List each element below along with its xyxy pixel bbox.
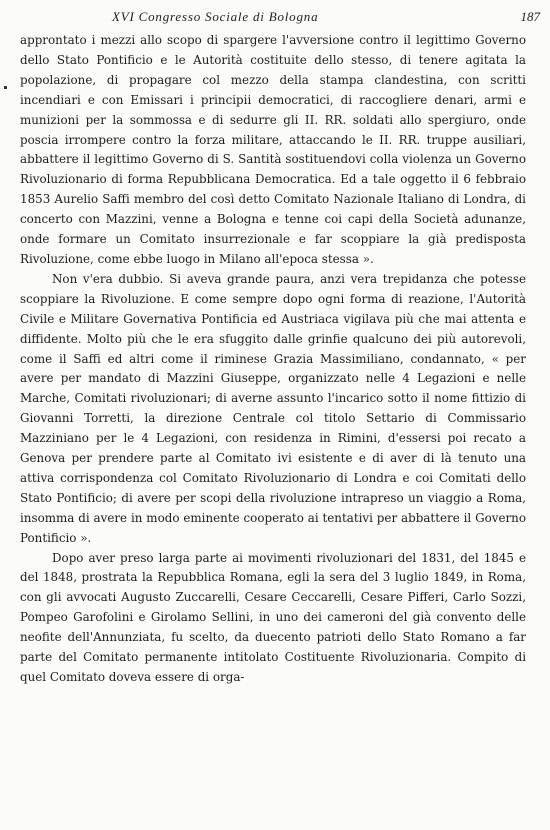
page-header (0, 6, 550, 28)
running-title: XVI Congresso Sociale di Bologna (112, 9, 319, 24)
paragraph-2: Non v'era dubbio. Si aveva grande paura, anzi vera trepidanza che potesse scoppiare la Rivoluzione. E come sempre dopo ogni forma di reazione, l'Autorità Civile e Militare Governativa Pontificia ed Austriaca vigilava più che mai attenta e diffidente. Molto più che le era sfuggito dalle grinfie qualcuno dei più autorevoli, come il Saffi ed altri come il riminese Grazia Massimiliano, condannato, « per avere per mandato di Mazzini Giuseppe, organizzato nelle 4 Legazioni e nelle Marche, Comitati rivoluzionari; di averne assunto l'incarico sotto il nome fittizio di Giovanni Torretti, la direzione Centrale col titolo Settario di Commissario Mazziniano per le 4 Legazioni, con residenza in Rimini, d'essersi poi recato a Genova per prendere parte al Comitato ivi esistente e di aver di là tenuto una attiva corrispondenza col Comitato Rivoluzionario di Londra e coi Comitati dello Stato Pontificio; di avere per scopi della rivoluzione intrapreso un viaggio a Roma, insomma di avere in modo eminente cooperato ai tentativi per abbattere il Governo Pontificio ». (20, 271, 526, 545)
paragraph-1: approntato i mezzi allo scopo di spargere l'avversione contro il legittimo Governo dello Stato Pontificio e le Autorità costituite dello stesso, di tenere agitata la popolazione, di propagare col mezzo della stampa clandestina, con scritti incendiari e con Emissari i principii democratici, di raccogliere denari, armi e munizioni per la sommossa e di sedurre gli II. RR. soldati allo spergiuro, onde poscia irrompere contro la forza militare, attaccando le II. RR. truppe ausiliari, abbattere il legittimo Governo di S. Santità sostituendovi colla violenza un Governo Rivoluzionario di forma Repubblicana Democratica. Ed a tale oggetto il 6 febbraio 1853 Aurelio Saffi membro del così detto Comitato Nazionale Italiano di Londra, di concerto con Mazzini, venne a Bologna e tenne coi capi della Società adunanze, onde formare un Comitato insurrezionale e far scoppiare la già predisposta Rivoluzione, come ebbe luogo in Milano all'epoca stessa ». (20, 33, 526, 266)
paragraph-3: Dopo aver preso larga parte ai movimenti rivoluzionari del 1831, del 1845 e del 1848, prostrata la Repubblica Romana, egli la sera del 3 luglio 1849, in Roma, con gli avvocati Augusto Zuccarelli, Cesare Ceccarelli, Cesare Pifferi, Carlo Sozzi, Pompeo Garofolini e Girolamo Sellini, in uno dei cameroni del già convento delle neofite dell'Annunziata, fu scelto, da duecento patrioti dello Stato Romano a far parte del Comitato permanente intitolato Costituente Rivoluzionaria. Compito di quel Comitato doveva essere di orga- (20, 550, 526, 684)
margin-mark (4, 86, 7, 89)
body-text (20, 31, 526, 688)
page-number: 187 (520, 9, 540, 24)
